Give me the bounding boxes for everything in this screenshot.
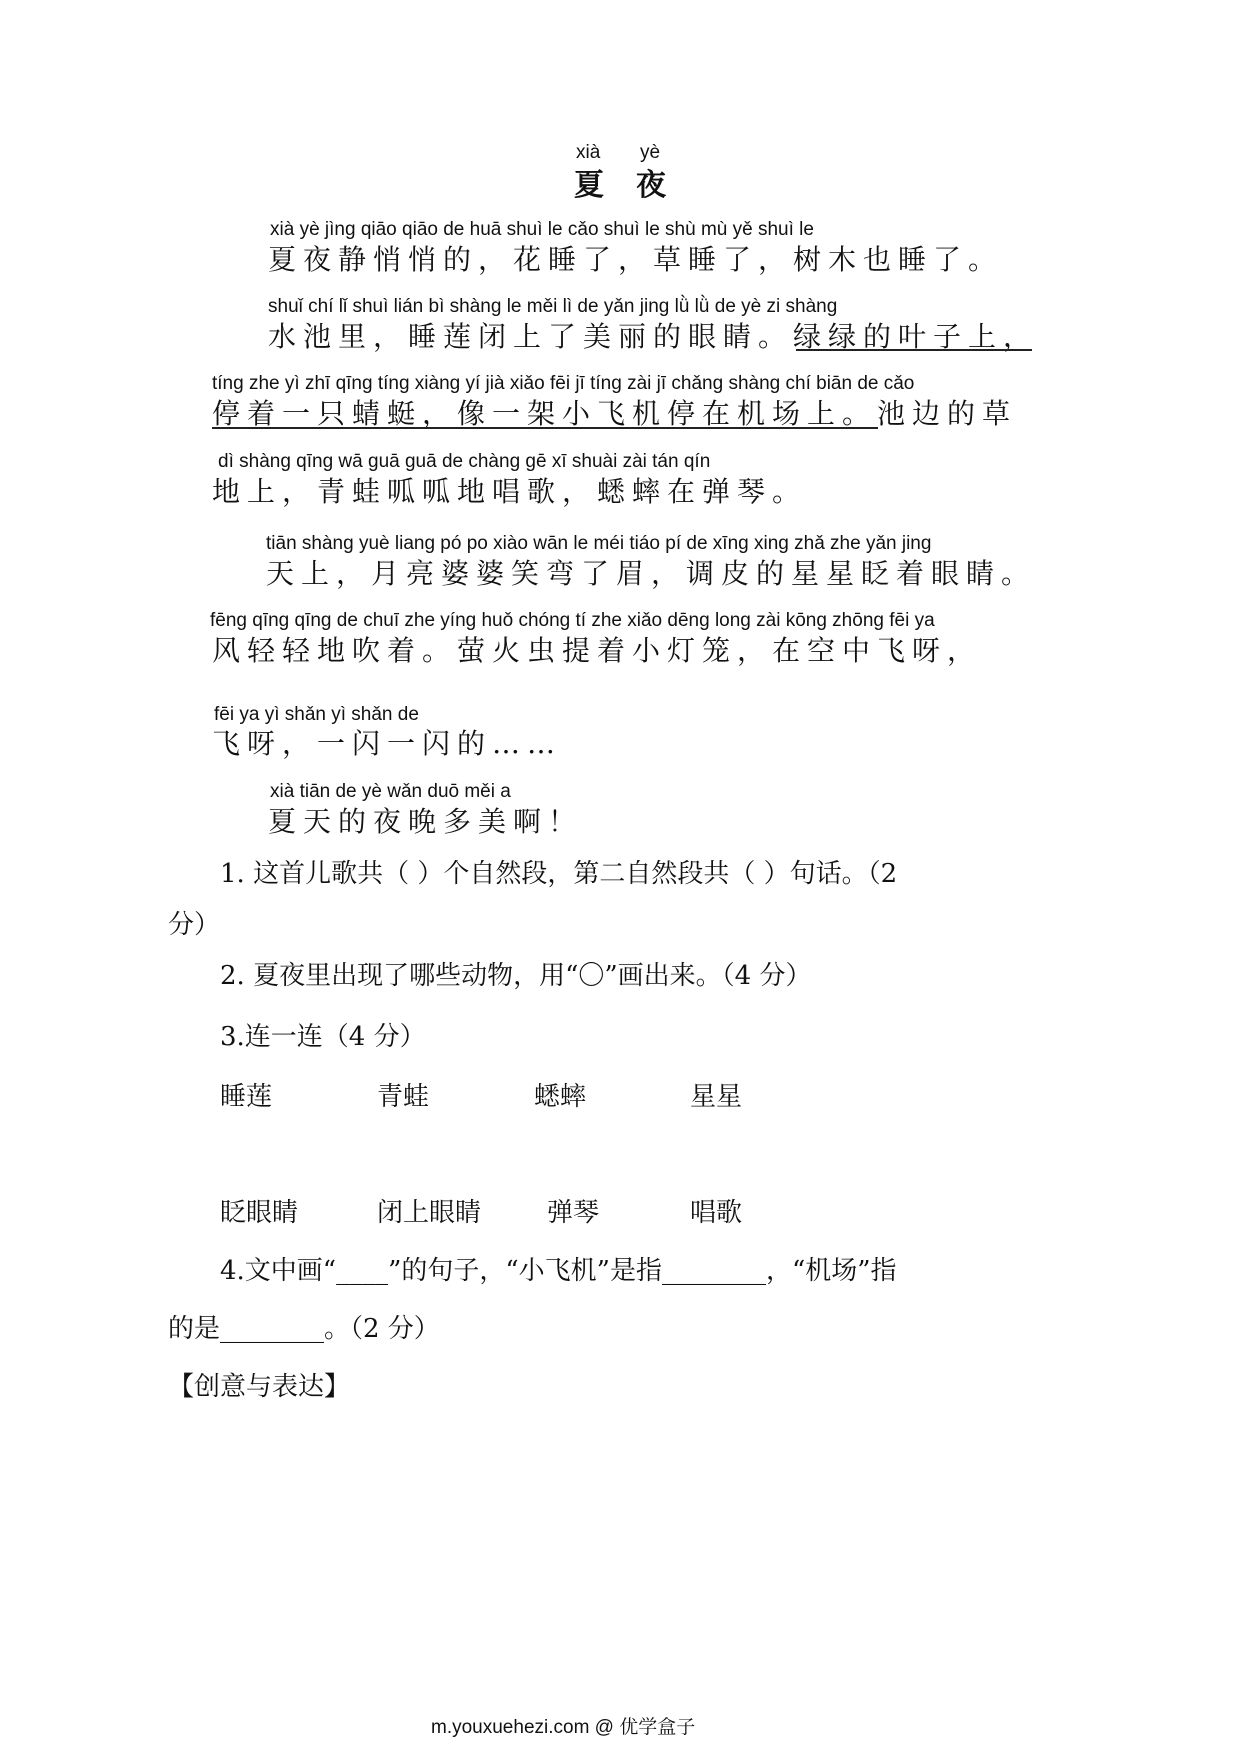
poem-line-1-text: 夏夜静悄悄的，花睡了，草睡了，树木也睡了。	[268, 243, 1004, 276]
poem-line-8-text: 夏天的夜晚多美啊！	[268, 805, 584, 838]
poem-line-7-text: 飞呀，一闪一闪的……	[212, 727, 563, 760]
section-heading: 【创意与表达】	[168, 1372, 351, 1402]
poem-line-5-text: 天上，月亮婆婆笑弯了眉，调皮的星星眨着眼睛。	[266, 557, 1037, 590]
underline-2	[212, 427, 878, 429]
question-4-line-1: 4.文中画“____”的句子，“小飞机”是指________，“机场”指	[220, 1256, 897, 1286]
poem-line-6-pinyin: fēng qīng qīng de chuī zhe yíng huǒ chóng tí zhe xiǎo dēng long zài kōng zhōng fēi ya	[210, 610, 935, 631]
poem-line-2-pinyin: shuǐ chí lǐ shuì lián bì shàng le měi lì de yǎn jing lǜ lǜ de yè zi shàng	[268, 296, 838, 317]
question-1-line-2: 分）	[168, 910, 221, 940]
title-pinyin-2: yè	[640, 142, 661, 163]
question-4-line-2: 的是________。（2 分）	[168, 1314, 440, 1344]
match-top-4: 星星	[690, 1082, 743, 1112]
match-bottom-2: 闭上眼睛	[377, 1198, 482, 1228]
match-bottom-4: 唱歌	[690, 1198, 743, 1228]
poem-line-5-pinyin: tiān shàng yuè liang pó po xiào wān le méi tiáo pí de xīng xing zhǎ zhe yǎn jing	[266, 533, 932, 554]
match-top-3: 蟋蟀	[534, 1082, 587, 1112]
footer-watermark: m.youxuehezi.com @ 优学盒子	[431, 1717, 696, 1738]
poem-line-4-text: 地上，青蛙呱呱地唱歌，蟋蟀在弹琴。	[212, 475, 808, 508]
match-bottom-3: 弹琴	[547, 1198, 600, 1228]
match-bottom-1: 眨眼睛	[220, 1198, 299, 1228]
underline-1	[796, 349, 1032, 351]
poem-line-1-pinyin: xià yè jìng qiāo qiāo de huā shuì le cǎo shuì le shù mù yě shuì le	[270, 219, 814, 240]
question-3: 3.连一连（4 分）	[220, 1022, 426, 1052]
match-top-1: 睡莲	[220, 1082, 273, 1112]
poem-line-7-pinyin: fēi ya yì shǎn yì shǎn de	[214, 704, 419, 725]
poem-line-2-text: 水池里，睡莲闭上了美丽的眼睛。绿绿的叶子上，	[268, 320, 1039, 353]
poem-line-3-text: 停着一只蜻蜓，像一架小飞机停在机场上。池边的草	[212, 397, 1018, 430]
question-1-line-1: 1. 这首儿歌共（ ）个自然段，第二自然段共（ ）句话。（2	[220, 859, 898, 889]
question-2: 2. 夏夜里出现了哪些动物，用“〇”画出来。（4 分）	[220, 961, 812, 991]
poem-line-6-text: 风轻轻地吹着。萤火虫提着小灯笼，在空中飞呀，	[212, 634, 983, 667]
poem-line-4-pinyin: dì shàng qīng wā guā guā de chàng gē xī shuài zài tán qín	[218, 451, 711, 472]
title-char-2: 夜	[636, 168, 666, 203]
poem-line-8-pinyin: xià tiān de yè wǎn duō měi a	[270, 781, 511, 802]
match-top-2: 青蛙	[377, 1082, 430, 1112]
title-char-1: 夏	[574, 168, 604, 203]
poem-line-3-pinyin: tíng zhe yì zhī qīng tíng xiàng yí jià xiǎo fēi jī tíng zài jī chǎng shàng chí biān de cǎo	[212, 373, 915, 394]
title-pinyin-1: xià	[576, 142, 601, 163]
